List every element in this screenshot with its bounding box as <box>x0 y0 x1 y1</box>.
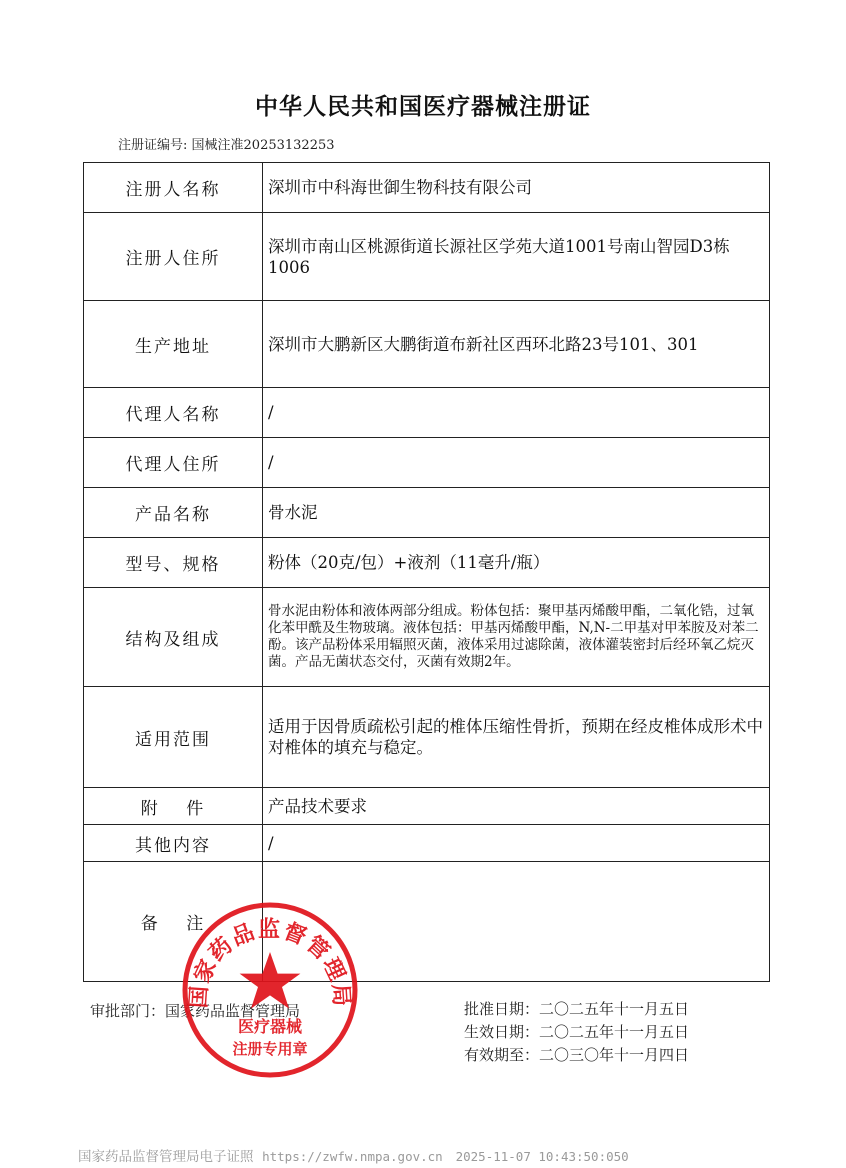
valid-until-date: 有效期至：二〇三〇年十一月四日 <box>464 1046 690 1064</box>
table-row <box>84 687 770 788</box>
row-label-agent-address: 代理人住所 <box>84 438 263 488</box>
table-row <box>84 538 770 588</box>
row-value-registrant-name: 深圳市中科海世御生物科技有限公司 <box>263 163 770 213</box>
approval-department-value: 国家药品监督管理局 <box>165 1002 301 1020</box>
certificate-number <box>118 134 335 153</box>
table-row <box>84 388 770 438</box>
row-label-registrant-name: 注册人名称 <box>84 163 263 213</box>
row-label-remarks: 备 注 <box>84 862 263 982</box>
footer-timestamp: 2025-11-07 10:43:50:050 <box>455 1149 629 1164</box>
row-label-other: 其他内容 <box>84 825 263 862</box>
row-value-structure: 骨水泥由粉体和液体两部分组成。粉体包括：聚甲基丙烯酸甲酯，二氧化锆，过氧化苯甲酰及生物玻璃。液体包括：甲基丙烯酸甲酯，N,N-二甲基对甲苯胺及对苯二酚。该产品粉体采用辐照灭菌，液体采用过滤除菌，液体灌装密封后经环氧乙烷灭菌。产品无菌状态交付，灭菌有效期2年。 <box>263 588 770 687</box>
row-label-agent-name: 代理人名称 <box>84 388 263 438</box>
certificate-number-value: 国械注准20253132253 <box>191 138 335 153</box>
seal-line2: 注册专用章 <box>232 1040 308 1058</box>
row-value-scope: 适用于因骨质疏松引起的椎体压缩性骨折，预期在经皮椎体成形术中对椎体的填充与稳定。 <box>263 687 770 788</box>
row-value-other: / <box>263 825 770 862</box>
table-row <box>84 163 770 213</box>
row-value-attachment: 产品技术要求 <box>263 788 770 825</box>
row-label-attachment: 附 件 <box>84 788 263 825</box>
certificate-number-label: 注册证编号: <box>118 138 188 153</box>
seal-star-icon <box>240 952 301 1009</box>
footer <box>78 1145 629 1165</box>
row-label-registrant-address: 注册人住所 <box>84 213 263 301</box>
effective-date: 生效日期：二〇二五年十一月五日 <box>464 1023 690 1041</box>
table-row <box>84 488 770 538</box>
approval-dates <box>464 998 689 1067</box>
seal-line1: 医疗器械 <box>237 1017 303 1036</box>
row-value-model-spec: 粉体（20克/包）+液剂（11毫升/瓶） <box>263 538 770 588</box>
table-row <box>84 213 770 301</box>
row-label-production-address: 生产地址 <box>84 301 263 388</box>
certificate-title: 中华人民共和国医疗器械注册证 <box>255 94 591 120</box>
row-label-structure: 结构及组成 <box>84 588 263 687</box>
row-value-agent-name: / <box>263 388 770 438</box>
row-value-agent-address: / <box>263 438 770 488</box>
official-seal <box>180 900 360 1080</box>
table-row <box>84 788 770 825</box>
approve-date: 批准日期：二〇二五年十一月五日 <box>464 1000 690 1018</box>
table-row <box>84 301 770 388</box>
row-label-scope: 适用范围 <box>84 687 263 788</box>
footer-url[interactable]: https://zwfw.nmpa.gov.cn <box>262 1149 443 1164</box>
row-value-product-name: 骨水泥 <box>263 488 770 538</box>
registration-table <box>83 162 770 982</box>
row-value-production-address: 深圳市大鹏新区大鹏街道布新社区西环北路23号101、301 <box>263 301 770 388</box>
table-row <box>84 825 770 862</box>
row-label-product-name: 产品名称 <box>84 488 263 538</box>
table-row <box>84 588 770 687</box>
seal-ring-text: 国家药品监督管理局 <box>186 917 354 1009</box>
table-row <box>84 438 770 488</box>
approval-department-label: 审批部门： <box>90 1002 166 1020</box>
row-value-registrant-address: 深圳市南山区桃源街道长源社区学苑大道1001号南山智园D3栋1006 <box>263 213 770 301</box>
row-label-model-spec: 型号、规格 <box>84 538 263 588</box>
footer-text: 国家药品监督管理局电子证照 <box>78 1149 254 1165</box>
